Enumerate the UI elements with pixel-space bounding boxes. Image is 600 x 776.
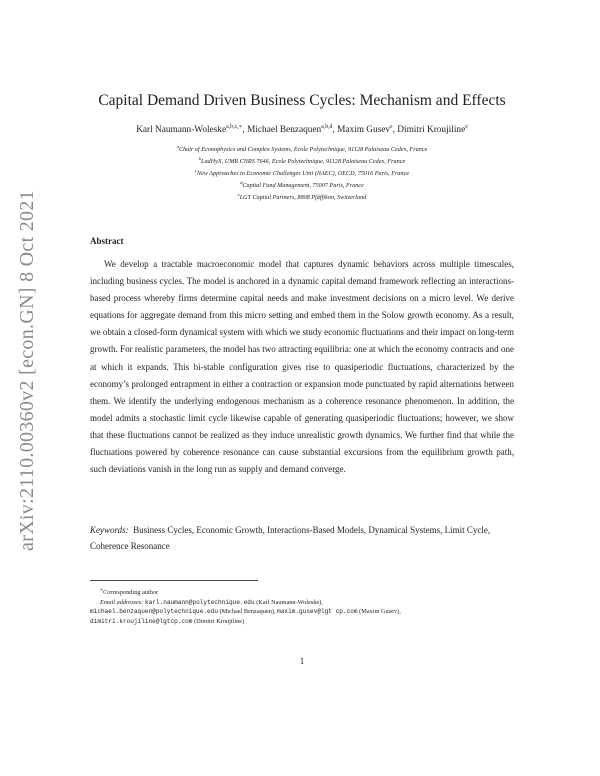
abstract-heading: Abstract: [90, 236, 124, 246]
author: Dimitri Kroujiline$^e$: [397, 124, 468, 136]
affiliation: $^a$Chair of Econophysics and Complex Systems, Ecole Polytechnique, 91128 Palaiseau Cedex, France: [176, 144, 428, 154]
affiliation: $^d$Capital Fund Management, 75007 Paris, France: [240, 180, 364, 190]
author: Maxim Gusev$^e$,: [337, 124, 398, 136]
email-label: Email addresses:: [100, 598, 144, 606]
email-link[interactable]: michael.benzaquen@polytechnique.edu: [90, 608, 218, 616]
abstract-body: We develop a tractable macroeconomic model that captures dynamic behaviors across multiple timescales, including business cycles. The model is anchored in a dynamic capital demand framework reflecting an interactions-based process whereby firms determine capital needs and make investment decisions on a micro level. We derive equations for aggregate demand from this micro setting and embed them in the Solow growth economy. As a result, we obtain a closed-form dynamical system with which we study economic fluctuations and their impact on long-term growth. For realistic parameters, the model has two attracting equilibria: one at which the economy contracts and one at which it expands. This bi-stable configuration gives rise to quasiperiodic fluctuations, characterized by the economy’s prolonged entrapment in either a contraction or expansion mode punctuated by rapid alternations between them. We identify the underlying endogenous mechanism as a coherence resonance phenomenon. In addition, the model admits a stochastic limit cycle likewise capable of generating quasiperiodic fluctuations; however, we show that these fluctuations cannot be realized as they induce unrealistic growth dynamics. We further find that while the fluctuations powered by coherence resonance can cause substantial excursions from the equilibrium growth path, such deviations vanish in the long run as supply and demand converge.: [90, 259, 514, 475]
email-link[interactable]: dimitri.kroujiline@lgtcp.com: [90, 617, 193, 625]
email-line: michael.benzaquen@polytechnique.edu (Michael Benzaquen), maxim.gusev@lgt cp.com (Maxim Gusev),: [90, 608, 401, 616]
email-link[interactable]: karl.naumann@polytechnique.edu: [144, 598, 255, 606]
arxiv-identifier-text: arXiv:2110.00360v2 [econ.GN] 8 Oct 2021: [15, 189, 38, 551]
arxiv-identifier-stamp: [12, 170, 42, 570]
footnotes: [90, 585, 514, 626]
keywords-label: Keywords:: [90, 525, 129, 535]
affiliation-list: [90, 142, 514, 202]
email-link[interactable]: maxim.gusev@lgt cp.com: [277, 608, 358, 616]
email-line: dimitri.kroujiline@lgtcp.com (Dimitri Kroujiline): [90, 617, 245, 625]
keywords: [90, 522, 514, 554]
paper-title: Capital Demand Driven Business Cycles: Mechanism and Effects: [98, 92, 506, 109]
email-line: Email addresses: karl.naumann@polytechnique.edu (Karl Naumann-Woleske),: [100, 598, 323, 606]
affiliation: $^e$LGT Capital Partners, 8808 Pfäffikon, Switzerland: [237, 192, 367, 202]
page-number: 1: [299, 656, 305, 666]
corresponding-author-note: ∗Corresponding author: [100, 587, 159, 597]
keywords-text: Business Cycles, Economic Growth, Interactions-Based Models, Dynamical Systems, Limit Cycle, Coherence Resonance: [90, 525, 491, 551]
footnote-rule: [90, 580, 258, 581]
affiliation: $^b$LadHyX, UMR CNRS 7646, Ecole Polytechnique, 91128 Palaiseau Cedex, France: [198, 156, 406, 166]
affiliation: $^c$New Approaches to Economic Challenges Unit (NAEC), OECD, 75016 Paris, France: [194, 168, 410, 178]
author-list: [90, 124, 514, 135]
author: Michael Benzaquen$^{a,b,d}$,: [247, 124, 338, 136]
author: Karl Naumann-Woleske$^{a,b,c,∗}$,: [136, 124, 248, 136]
